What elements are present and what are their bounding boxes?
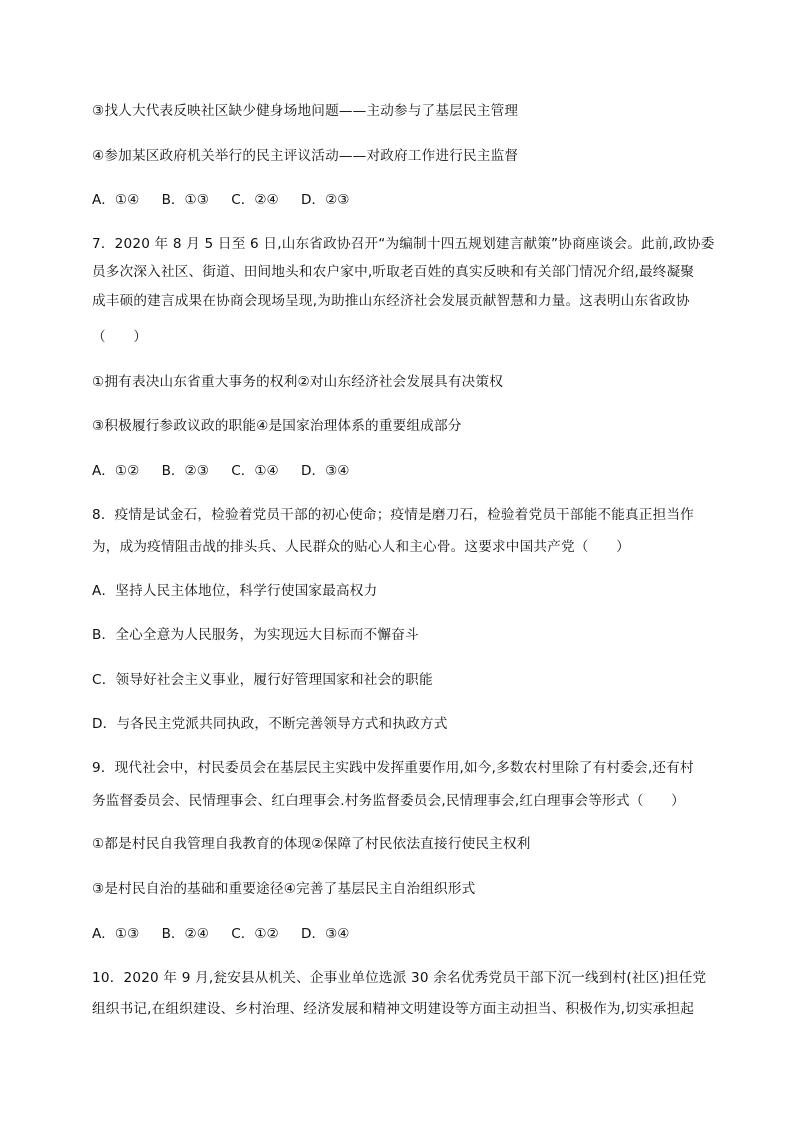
q7-statements-1: ①拥有表决山东省重大事务的权利②对山东经济社会发展具有决策权: [92, 374, 503, 390]
q7-stem-line-4: （ ）: [92, 329, 148, 345]
q7-statements-2: ③积极履行参政议政的职能④是国家治理体系的重要组成部分: [92, 418, 462, 434]
q7-stem-line-2: 员多次深入社区、街道、田间地头和农户家中,听取老百姓的真实反映和有关部门情况介绍,最终凝聚: [92, 264, 695, 280]
q6-choices: [92, 190, 349, 210]
q7-choice-c[interactable]: C．①④: [231, 463, 279, 479]
q6-choice-a[interactable]: A．①④: [92, 192, 140, 208]
q6-choice-b[interactable]: B．①③: [161, 192, 209, 208]
q7-stem-line-1: 7．2020 年 8 月 5 日至 6 日,山东省政协召开“为编制十四五规划建言献策”协商座谈会。此前,政协委: [92, 236, 715, 252]
q8-choice-b[interactable]: B．全心全意为人民服务，为实现远大目标而不懈奋斗: [92, 627, 419, 643]
q7-choices: [92, 461, 349, 481]
q7-choice-a[interactable]: A．①②: [92, 463, 140, 479]
q6-statement-3: ③找人大代表反映社区缺少健身场地问题——主动参与了基层民主管理: [92, 103, 519, 119]
q9-stem-line-2: 务监督委员会、民情理事会、红白理事会.村务监督委员会,民情理事会,红白理事会等形式（ ）: [92, 793, 685, 809]
q7-stem-line-3: 成丰硕的建言成果在协商会现场呈现,为助推山东经济社会发展贡献智慧和力量。这表明山东省政协: [92, 293, 690, 309]
q9-stem-line-1: 9．现代社会中，村民委员会在基层民主实践中发挥重要作用,如今,多数农村里除了有村委会,还有村: [92, 760, 694, 776]
q9-choices: [92, 924, 349, 944]
q6-choice-c[interactable]: C．②④: [231, 192, 279, 208]
q9-choice-a[interactable]: A．①③: [92, 926, 140, 942]
q9-statements-2: ③是村民自治的基础和重要途径④完善了基层民主自治组织形式: [92, 881, 476, 897]
q6-statement-4: ④参加某区政府机关举行的民主评议活动——对政府工作进行民主监督: [92, 148, 519, 164]
q9-choice-d[interactable]: D．③④: [301, 926, 350, 942]
q9-choice-c[interactable]: C．①②: [231, 926, 279, 942]
q9-choice-b[interactable]: B．②④: [161, 926, 209, 942]
q8-stem-line-1: 8．疫情是试金石，检验着党员干部的初心使命；疫情是磨刀石，检验着党员干部能不能真正担当作: [92, 507, 694, 523]
q8-choice-c[interactable]: C．领导好社会主义事业，履行好管理国家和社会的职能: [92, 672, 433, 688]
q9-statements-1: ①都是村民自我管理自我教育的体现②保障了村民依法直接行使民主权利: [92, 836, 531, 852]
q10-stem-line-1: 10．2020 年 9 月,瓮安县从机关、企事业单位选派 30 余名优秀党员干部下沉一线到村(社区)担任党: [92, 970, 707, 986]
q6-choice-d[interactable]: D．②③: [301, 192, 350, 208]
q7-choice-b[interactable]: B．②③: [161, 463, 209, 479]
q8-stem-line-2: 为，成为疫情阻击战的排头兵、人民群众的贴心人和主心骨。这要求中国共产党（ ）: [92, 539, 630, 555]
q8-choice-a[interactable]: A．坚持人民主体地位，科学行使国家最高权力: [92, 583, 378, 599]
q7-choice-d[interactable]: D．③④: [301, 463, 350, 479]
q8-choice-d[interactable]: D．与各民主党派共同执政，不断完善领导方式和执政方式: [92, 716, 448, 732]
q10-stem-line-2: 组织书记,在组织建设、乡村治理、经济发展和精神文明建设等方面主动担当、积极作为,切实承担起: [92, 1001, 695, 1017]
